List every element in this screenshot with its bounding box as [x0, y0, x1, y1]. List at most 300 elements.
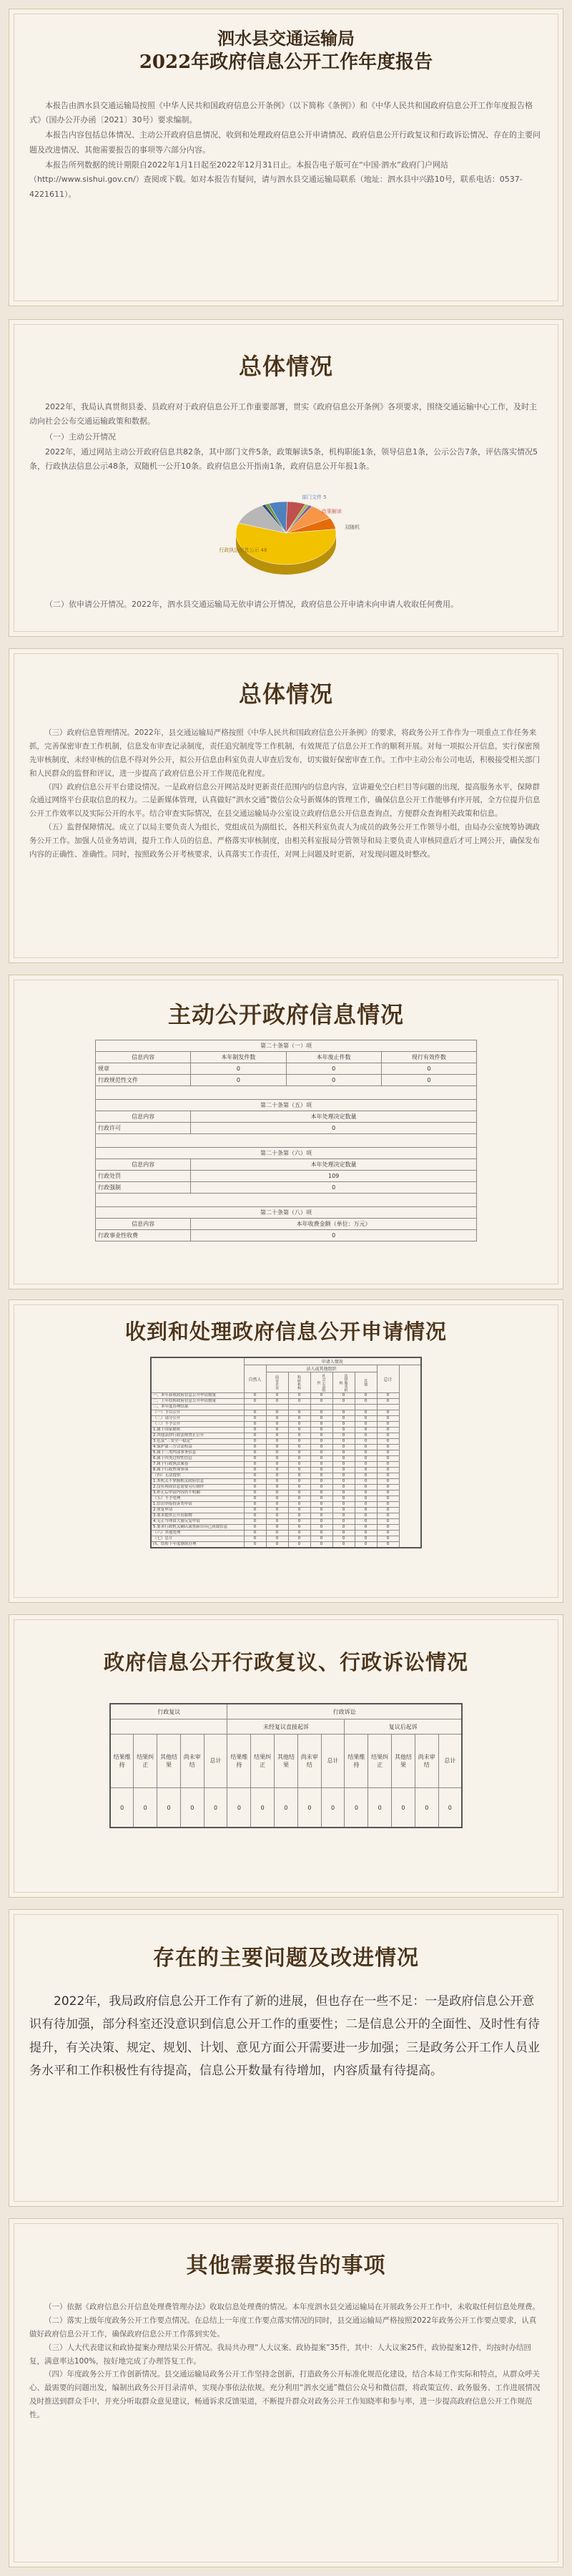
table-row [151, 1456, 421, 1462]
cell: 0 [310, 1462, 332, 1468]
requests-table-body [151, 1393, 421, 1548]
row-label: （六）其他处理 [151, 1531, 244, 1536]
table-row [151, 1445, 421, 1450]
cell: 0 [244, 1513, 266, 1519]
cell: 0 [377, 1508, 399, 1513]
row-label: （五）不予处理 [151, 1496, 244, 1502]
cell [244, 1405, 266, 1410]
table-row [151, 1531, 421, 1536]
cell: 0 [377, 1525, 399, 1531]
row-label: 4.无正当理由大量反复申请 [151, 1519, 244, 1525]
cell: 0 [310, 1433, 332, 1439]
row-label: （七）总计 [151, 1536, 244, 1542]
cell: 0 [288, 1416, 310, 1422]
table-row [151, 1405, 421, 1410]
cell: 0 [355, 1513, 377, 1519]
overview-card-2 [9, 648, 563, 963]
requests-table-wrap [150, 1357, 422, 1548]
cell: 0 [244, 1439, 266, 1445]
cell: 0 [310, 1519, 332, 1525]
table-row [151, 1439, 421, 1445]
col-header: 社会公益组织 [310, 1372, 332, 1393]
pie-svg [172, 483, 400, 590]
table-row [151, 1422, 421, 1428]
table-row [151, 1519, 421, 1525]
cell: 0 [377, 1422, 399, 1428]
cell: 0 [392, 1788, 415, 1828]
overview-card-1 [9, 319, 563, 637]
cell: 0 [244, 1450, 266, 1456]
cell: 0 [355, 1479, 377, 1485]
cell: 0 [310, 1445, 332, 1450]
cell: 0 [244, 1462, 266, 1468]
col-header: 总计 [377, 1365, 399, 1393]
col-header: 本年处理决定数量 [191, 1159, 477, 1171]
cell: 0 [310, 1473, 332, 1479]
body-paragraph: （三）人大代表建议和政协提案办理结果公开情况。我局共办理“人大议案、政协提案”35件，其中：人大议案25件，政协提案12件，均按时办结回复，满意率达100%，按好地完成了办理答复工作。 [29, 2343, 531, 2366]
cell: 0 [288, 1468, 310, 1473]
cell: 0 [355, 1422, 377, 1428]
cell: 0 [377, 1439, 399, 1445]
spacer [96, 1194, 477, 1207]
table-row [151, 1399, 421, 1405]
table-row [151, 1433, 421, 1439]
col-header: 信息内容 [96, 1219, 191, 1230]
col-header: 结果维持 [345, 1735, 368, 1788]
row-label: 2.重复申请 [151, 1508, 244, 1513]
cell: 0 [377, 1513, 399, 1519]
row-label: 三、本年度办理结果 [151, 1405, 244, 1410]
report-title-line1: 泗水县交通运输局 [217, 28, 355, 49]
cell: 0 [310, 1450, 332, 1456]
cell: 0 [377, 1496, 399, 1502]
section-title: 总体情况 [238, 353, 333, 380]
body-paragraph: （三）政府信息管理情况。2022年，县交通运输局严格按照《中华人民共和国政府信息公开条例》的要求，将政务公开工作作为一项重点工作任务来抓，完善保密审查工作机制，信息发布审查记录制度，责任追究制度等工作机制，有效规范了信息公开工作的顺利开展。对每一项拟公开信息，实行保密预先审核制度，未经审核的信息不得对外公开，拟公开信息由科室负责人审查后发布，切实做好保密审查工作。工作中主动公布公司电话，积极接受相关部门和人民群众的监督和评议，进一步提高了政府信息公开工作规范化程度。 [29, 728, 540, 778]
cell: 0 [244, 1479, 266, 1485]
cell: 0 [381, 1063, 476, 1075]
body-paragraph: （四）政府信息公开平台建设情况。一是政府信息公开网站及时更新责任范围内的信息内容，宣讲避免空白栏目等问题的出现，提高服务水平，保障群众通过网络平台获取信息的权力。二是新媒体管理，认真做好“泗水交通”微信公众号新媒体的管理工作，确保信息公开工作能够有序开展，全方位提升信息公开工作效率以及实际公开的水平。结合审查实际情况，在县交通运输局办公室设立政府信息公开信息查询点，方便群众查询相关政策和信息。 [29, 782, 541, 819]
table-row [151, 1496, 421, 1502]
col-header: 其他结果 [157, 1735, 181, 1788]
cell: 0 [288, 1513, 310, 1519]
cell: 0 [204, 1788, 227, 1828]
cell: 0 [345, 1788, 368, 1828]
cell: 0 [288, 1428, 310, 1433]
cell: 0 [191, 1063, 286, 1075]
table-row [151, 1462, 421, 1468]
other-card [9, 2218, 563, 2567]
spacer [110, 1719, 227, 1735]
cell: 0 [332, 1536, 355, 1542]
cell: 0 [377, 1462, 399, 1468]
row-label: 8.属于行政查询事项 [151, 1468, 244, 1473]
cell: 0 [244, 1502, 266, 1508]
cell: 0 [332, 1473, 355, 1479]
cell: 0 [310, 1525, 332, 1531]
cell: 0 [297, 1788, 321, 1828]
table-row [151, 1416, 421, 1422]
cell: 0 [244, 1485, 266, 1491]
cell: 0 [244, 1491, 266, 1496]
cell: 0 [355, 1450, 377, 1456]
cell: 0 [377, 1485, 399, 1491]
cell: 0 [288, 1410, 310, 1416]
cell: 0 [227, 1788, 251, 1828]
cell: 0 [266, 1393, 288, 1399]
col-header: 其他 [355, 1372, 377, 1393]
col-header: 结果维持 [110, 1735, 134, 1788]
cell: 0 [332, 1450, 355, 1456]
col-header: 现行有效件数 [381, 1052, 476, 1063]
cell: 0 [355, 1416, 377, 1422]
cell: 0 [355, 1536, 377, 1542]
intro-paragraph: 本报告由泗水县交通运输局按照《中华人民共和国政府信息公开条例》（以下简称《条例》）和《中华人民共和国政府信息公开工作年度报告格式》（国办公开办函〔2021〕30号）要求编制。 [29, 100, 533, 125]
cell: 0 [288, 1525, 310, 1531]
report-title-line2: 2022年政府信息公开工作年度报告 [139, 52, 433, 73]
cell: 0 [251, 1788, 275, 1828]
cell: 0 [244, 1428, 266, 1433]
col-header: 总计 [438, 1735, 462, 1788]
table-row [151, 1542, 421, 1548]
table-section-header: 第二十条第（五）项 [96, 1100, 477, 1111]
cell: 0 [355, 1399, 377, 1405]
cell: 0 [377, 1399, 399, 1405]
row-label: 一、本年新收政府信息公开申请数量 [151, 1393, 244, 1399]
cell: 0 [310, 1456, 332, 1462]
cell: 0 [288, 1519, 310, 1525]
col-header: 结果纠正 [368, 1735, 392, 1788]
cell: 0 [332, 1508, 355, 1513]
col-header: 本年处理决定数量 [191, 1111, 477, 1123]
body-paragraph: （四）年度政务公开工作创新情况。县交通运输局政务公开工作坚持念创新，打造政务公开标准化规范化建设，结合本局工作实际和特点，从群众呼关心、最需要的问题出发，编制出政务公开目录清单，实现办事依法依规。充分利用“泗水交通”微信公众号和微信群，将政策宣传、政务服务、工作进展情况及时推送到群众手中，并充分听取群众意见建议，畅通诉求反馈渠道，不断提升群众对政务公开工作知晓率和参与率，进一步提高政府信息公开工作规范性。 [29, 2370, 541, 2420]
col-header: 尚未审结 [180, 1735, 204, 1788]
cell: 0 [332, 1468, 355, 1473]
cell: 0 [355, 1531, 377, 1536]
table-row [96, 1063, 477, 1075]
cell: 0 [266, 1428, 288, 1433]
cell: 0 [355, 1410, 377, 1416]
requests-table [150, 1357, 422, 1548]
cell: 0 [377, 1479, 399, 1485]
cell: 0 [332, 1410, 355, 1416]
col-header: 未经复议直接起诉 [227, 1719, 345, 1735]
pie-label-0: 部门文件 5 [302, 494, 327, 500]
cell: 0 [266, 1468, 288, 1473]
row-label: 四、结转下年度继续办理 [151, 1542, 244, 1548]
table-row [151, 1508, 421, 1513]
cell: 0 [244, 1393, 266, 1399]
cell: 0 [332, 1531, 355, 1536]
cell: 0 [288, 1450, 310, 1456]
table-row [151, 1491, 421, 1496]
cell: 0 [244, 1468, 266, 1473]
cell: 0 [288, 1502, 310, 1508]
col-header: 复议后起诉 [345, 1719, 462, 1735]
cell: 0 [355, 1525, 377, 1531]
cell: 0 [288, 1491, 310, 1496]
cell: 0 [310, 1513, 332, 1519]
cell: 0 [355, 1496, 377, 1502]
table-row [151, 1428, 421, 1433]
cell: 0 [332, 1513, 355, 1519]
cell: 0 [377, 1445, 399, 1450]
cell: 0 [288, 1393, 310, 1399]
cell: 0 [191, 1123, 477, 1134]
body-paragraph: （二）依申请公开情况。2022年，泗水县交通运输局无依申请公开情况，政府信息公开申请未向申请人收取任何费用。 [45, 599, 458, 609]
row-label: 3.危及“三安全一稳定” [151, 1439, 244, 1445]
cell: 0 [332, 1491, 355, 1496]
col-header: 总计 [321, 1735, 345, 1788]
col-header: 自然人 [244, 1365, 266, 1393]
col-header: 信息内容 [96, 1052, 191, 1063]
table-row [151, 1410, 421, 1416]
row-label: 5.属于三类内部事务信息 [151, 1450, 244, 1456]
cell: 0 [355, 1485, 377, 1491]
cell: 0 [244, 1496, 266, 1502]
cell: 0 [310, 1422, 332, 1428]
cell: 0 [332, 1519, 355, 1525]
cell: 0 [266, 1519, 288, 1525]
cell: 0 [266, 1399, 288, 1405]
cell: 0 [286, 1075, 381, 1086]
col-header: 法人或其他组织 [266, 1365, 377, 1372]
disclosure-pie-chart [172, 483, 400, 590]
row-label: （三）不予公开 [151, 1422, 244, 1428]
cell: 0 [266, 1491, 288, 1496]
cell: 0 [288, 1473, 310, 1479]
table-row [96, 1230, 477, 1241]
cell: 0 [244, 1399, 266, 1405]
row-label: 4.保护第三方合法权益 [151, 1445, 244, 1450]
cell: 0 [368, 1788, 392, 1828]
intro-paragraph: 本报告内容包括总体情况、主动公开政府信息情况、收到和处理政府信息公开申请情况、政府信息公开行政复议和行政诉讼情况、存在的主要问题及改进情况、其他需要报告的事项等六部分内容。 [29, 130, 541, 155]
body-paragraph: （一）主动公开情况 [45, 431, 116, 441]
cell: 0 [332, 1485, 355, 1491]
body-paragraph: （五）监督保障情况。成立了以局主要负责人为组长，党组成员为副组长，各相关科室负责人为成员的政务公开工作领导小组，由局办公室统筹协调政务公开工作。加强人员业务培训，提升工作人员的信息、严格落实审核制度，由相关科室报局分管领导和局主要负责人审核同意后才可上网公开，确保发布内容的正确性、准确性。同时，按照政务公开考核要求，认真落实工作责任，对网上问题及时更新，对发现问题及时整改。 [29, 823, 540, 859]
row-label: 3.补正后申请内容仍不明确 [151, 1491, 244, 1496]
cell: 0 [310, 1439, 332, 1445]
cell: 0 [266, 1473, 288, 1479]
cell: 0 [266, 1410, 288, 1416]
cell: 行政事业性收费 [96, 1230, 191, 1241]
pie-label-1: 政策解读 [322, 508, 342, 514]
cell: 行政规范性文件 [96, 1075, 191, 1086]
cell: 0 [355, 1393, 377, 1399]
cell: 0 [310, 1428, 332, 1433]
col-header: 科研机构 [288, 1372, 310, 1393]
cell: 0 [191, 1075, 286, 1086]
cell: 0 [332, 1439, 355, 1445]
cell: 0 [288, 1479, 310, 1485]
table-row [151, 1450, 421, 1456]
table-row [96, 1075, 477, 1086]
table-section-header: 第二十条第（六）项 [96, 1148, 477, 1159]
cell: 0 [377, 1536, 399, 1542]
cell: 0 [310, 1508, 332, 1513]
table-row [151, 1536, 421, 1542]
cell: 0 [310, 1542, 332, 1548]
table-row [96, 1123, 477, 1134]
col-header: 信息内容 [96, 1159, 191, 1171]
cell: 0 [288, 1399, 310, 1405]
col-header: 信息内容 [96, 1111, 191, 1123]
active-disclosure-card [9, 975, 563, 1289]
col-header: 申请人情况 [244, 1357, 421, 1365]
spacer [96, 1086, 477, 1100]
cell: 0 [310, 1491, 332, 1496]
table-row [151, 1513, 421, 1519]
problems-card [9, 1909, 563, 2207]
cell: 0 [377, 1433, 399, 1439]
cell: 0 [244, 1536, 266, 1542]
cell: 0 [266, 1462, 288, 1468]
table-row [151, 1502, 421, 1508]
row-label: 3.要求提供公开出版物 [151, 1513, 244, 1519]
cell: 0 [355, 1445, 377, 1450]
cell: 0 [266, 1496, 288, 1502]
cell: 0 [288, 1531, 310, 1536]
cell: 0 [377, 1502, 399, 1508]
cell: 0 [266, 1422, 288, 1428]
cell: 0 [288, 1456, 310, 1462]
review-card [9, 1614, 563, 1898]
cell: 0 [355, 1433, 377, 1439]
cell: 0 [377, 1519, 399, 1525]
cell: 0 [310, 1496, 332, 1502]
intro-paragraph: 本报告所列数据的统计期限自2022年1月1日起至2022年12月31日止。本报告电子版可在“中国·泗水”政府门户网站（http://www.sishui.gov.cn/）查阅或下载。如对本报告有疑问，请与泗水县交通运输局联系（地址：泗水县中兴路10号，联系电话：0537-4221611）。 [29, 160, 523, 199]
cell: 0 [266, 1531, 288, 1536]
row-label: 1.本机关不掌握相关政府信息 [151, 1479, 244, 1485]
cell: 规章 [96, 1063, 191, 1075]
section-title: 政府信息公开行政复议、行政诉讼情况 [103, 1650, 468, 1674]
row-label: （一）予以公开 [151, 1410, 244, 1416]
col-header: 其他结果 [392, 1735, 415, 1788]
cell: 0 [244, 1433, 266, 1439]
cell: 0 [310, 1416, 332, 1422]
row-label: 2.其他法律行政法规禁止公开 [151, 1433, 244, 1439]
cell: 0 [332, 1462, 355, 1468]
cell: 0 [321, 1788, 345, 1828]
cell: 0 [377, 1428, 399, 1433]
cell: 0 [355, 1542, 377, 1548]
cell: 0 [266, 1439, 288, 1445]
cell: 0 [332, 1445, 355, 1450]
cell: 0 [288, 1542, 310, 1548]
cell: 0 [266, 1445, 288, 1450]
cell: 0 [355, 1439, 377, 1445]
cell: 行政处罚 [96, 1171, 191, 1182]
col-header: 法律服务机构 [332, 1372, 355, 1393]
cell: 0 [288, 1536, 310, 1542]
problems-paragraph: 2022年，我局政府信息公开工作有了新的进展，但也存在一些不足：一是政府信息公开意识有待加强，部分科室还没意识到信息公开工作的重要性；二是信息公开的全面性、及时性有待提升，有关决策、规定、规划、计划、意见方面公开需要进一步加强；三是政务公开工作人员业务水平和工作积极性有待提高，信息公开数量有待增加，内容质量有待提高。 [29, 1994, 540, 2078]
cell: 0 [310, 1393, 332, 1399]
cell: 0 [355, 1519, 377, 1525]
cell: 0 [266, 1433, 288, 1439]
cell: 0 [191, 1182, 477, 1194]
cell: 0 [244, 1542, 266, 1548]
cell: 0 [355, 1468, 377, 1473]
row-label: 二、上年结转政府信息公开申请数量 [151, 1399, 244, 1405]
row-label: 2.没有现成信息需要另行制作 [151, 1485, 244, 1491]
col-header: 结果纠正 [134, 1735, 157, 1788]
cell: 0 [244, 1473, 266, 1479]
table-row [96, 1171, 477, 1182]
active-disclosure-table [95, 1040, 477, 1241]
row-label: 1.属于国家秘密 [151, 1428, 244, 1433]
cell: 0 [377, 1450, 399, 1456]
cell: 0 [266, 1450, 288, 1456]
cell: 0 [266, 1513, 288, 1519]
cell: 0 [332, 1479, 355, 1485]
cell: 0 [244, 1525, 266, 1531]
cell: 0 [332, 1542, 355, 1548]
spacer [96, 1134, 477, 1148]
cell: 0 [310, 1536, 332, 1542]
cell: 0 [288, 1433, 310, 1439]
cell: 0 [332, 1416, 355, 1422]
cell: 0 [377, 1416, 399, 1422]
row-label: 1.信访举报投诉类申请 [151, 1502, 244, 1508]
col-header: 商业企业 [266, 1372, 288, 1393]
col-header: 行政诉讼 [227, 1704, 462, 1719]
cell: 0 [377, 1473, 399, 1479]
col-header: 本年收费金额（单位：万元） [191, 1219, 477, 1230]
cell: 0 [332, 1428, 355, 1433]
cell: 0 [310, 1479, 332, 1485]
col-header: 其他结果 [275, 1735, 298, 1788]
cell: 0 [244, 1410, 266, 1416]
cell: 0 [288, 1485, 310, 1491]
cell: 0 [266, 1525, 288, 1531]
cell: 0 [310, 1531, 332, 1536]
cell: 0 [355, 1491, 377, 1496]
cell: 0 [266, 1416, 288, 1422]
cell: 0 [191, 1230, 477, 1241]
cell: 0 [110, 1788, 134, 1828]
cell: 0 [266, 1485, 288, 1491]
cell: 0 [377, 1393, 399, 1399]
cell: 0 [310, 1410, 332, 1416]
cell: 0 [266, 1502, 288, 1508]
cell: 0 [377, 1542, 399, 1548]
cell [332, 1405, 355, 1410]
cell: 0 [332, 1456, 355, 1462]
section-title: 其他需要报告的事项 [186, 2253, 386, 2278]
cell: 0 [266, 1456, 288, 1462]
cell: 行政许可 [96, 1123, 191, 1134]
table-row [151, 1479, 421, 1485]
body-paragraph: 2022年，我局认真贯彻县委、县政府对于政府信息公开工作重要部署，贯实《政府信息公开条例》各项要求，围绕交通运输中心工作，及时主动向社会公布交通运输政策和数据。 [29, 402, 537, 426]
cell: 0 [244, 1531, 266, 1536]
body-paragraph: （二）落实上级年度政务公开工作要点情况。在总结上一年度工作要点落实情况的同时，县交通运输局严格按照2022年政务公开工作要点要求，认真做好政府信息公开工作，确保政府信息公开工作落到实处。 [29, 2316, 537, 2338]
cell: 0 [355, 1428, 377, 1433]
review-col-row [110, 1735, 462, 1788]
cell: 0 [288, 1439, 310, 1445]
cell: 0 [244, 1416, 266, 1422]
row-label: 6.属于四类过程性信息 [151, 1456, 244, 1462]
cell: 0 [288, 1445, 310, 1450]
review-table [109, 1703, 463, 1828]
row-label: （二）部分公开 [151, 1416, 244, 1422]
section-title: 总体情况 [238, 680, 333, 708]
col-header: 尚未审结 [415, 1735, 438, 1788]
cell [310, 1405, 332, 1410]
table-row [151, 1525, 421, 1531]
table-section-header: 第二十条第（八）项 [96, 1207, 477, 1219]
cell: 0 [266, 1479, 288, 1485]
cell: 0 [310, 1485, 332, 1491]
row-label: 5.要求行政机关确认或重新出具已获取信息 [151, 1525, 244, 1531]
